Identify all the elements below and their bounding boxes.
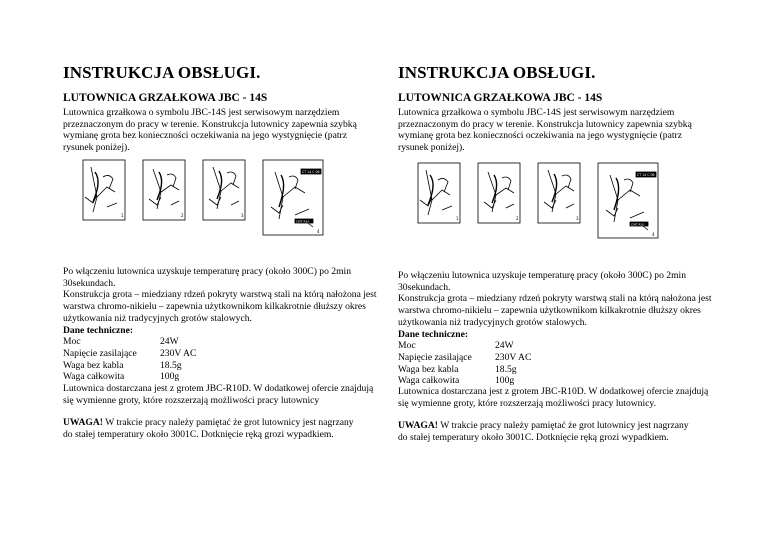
spec-name: Napięcie zasilające (63, 347, 137, 359)
figure-label-ct: CT 14 C 06 (302, 170, 320, 174)
description-line: użytkowania niż tradycyjnych grotów stalowych. (63, 312, 252, 324)
spec-row (63, 371, 363, 383)
spec-name: Moc (398, 340, 416, 352)
spec-row (63, 336, 363, 348)
specs-heading: Dane techniczne: (63, 324, 134, 336)
intro-line: Lutownica grzałkowa o symbolu JBC-14S jest serwisowym narzędziem (398, 107, 675, 118)
description-line: Konstrukcja grota – miedziany rdzeń pokryty warstwą stali na którą nałożona jest (63, 289, 377, 301)
footer-line: Lutownica dostarczana jest z grotem JBC-R10D. W dodatkowej ofercie znajdują (398, 386, 709, 397)
instruction-page-left (63, 0, 377, 543)
spec-value: 24W (495, 340, 514, 352)
spec-row (398, 340, 698, 352)
warning-line-2: do stałej temperatury około 3001C. Dotknięcie ręką grozi wypadkiem. (398, 431, 669, 443)
figure-label-2: 2 (516, 216, 519, 221)
instruction-page-right (398, 0, 712, 543)
description-line: Po włączeniu lutownica uzyskuje temperaturę pracy (około 300C) po 2min (63, 266, 351, 277)
figure-label-1: 1 (121, 213, 124, 218)
spec-name: Waga całkowita (63, 371, 125, 383)
description-line: Po włączeniu lutownica uzyskuje temperaturę pracy (około 300C) po 2min (398, 270, 686, 281)
spec-name: Waga całkowita (398, 375, 460, 387)
warning-text: W trakcie pracy należy pamiętać że grot lutownicy jest nagrzany (102, 417, 354, 428)
spec-value: 230V AC (495, 351, 532, 363)
spec-value: 100g (160, 371, 180, 383)
description-line: Konstrukcja grota – miedziany rdzeń pokryty warstwą stali na którą nałożona jest (398, 293, 712, 305)
warning-text: W trakcie pracy należy pamiętać że grot lutownicy jest nagrzany (437, 420, 689, 431)
spec-name: Napięcie zasilające (398, 351, 472, 363)
intro-paragraph (63, 107, 363, 153)
warning-line (63, 417, 363, 429)
figure-label-cmt: CMT R10 (296, 219, 310, 224)
spec-row (398, 352, 698, 364)
intro-line: rysunek poniżej). (63, 141, 130, 153)
spec-value: 18.5g (160, 359, 182, 371)
intro-line: wymianę grota bez konieczności oczekiwania na jego wystygnięcie (patrz (398, 130, 682, 142)
warning-label: UWAGA! (398, 420, 438, 431)
included-tip-paragraph (63, 383, 374, 406)
footer-line: się wymienne groty, które rozszerzają możliwości pracy lutownicy. (398, 397, 656, 409)
description-line: 30sekundach. (63, 277, 116, 289)
intro-paragraph (398, 107, 698, 153)
figure-label-2: 2 (181, 213, 184, 218)
product-subtitle: LUTOWNICA GRZAŁKOWA JBC - 14S (398, 92, 603, 104)
figure-label-1: 1 (456, 216, 459, 221)
figure-label-4: 4 (652, 232, 655, 237)
footer-line: Lutownica dostarczana jest z grotem JBC-R10D. W dodatkowej ofercie znajdują (63, 383, 374, 394)
footer-line: się wymienne groty, które rozszerzają możliwości pracy lutownicy (63, 394, 320, 406)
description-line: warstwa chromo-nikielu – zapewnia użytkownikom kilkakrotnie dłuższy okres (398, 305, 701, 317)
page-title: INSTRUKCJA OBSŁUGI. (63, 63, 261, 82)
spec-value: 18.5g (495, 363, 517, 375)
tip-change-illustration (398, 160, 688, 250)
description-paragraph (63, 266, 377, 383)
figure-label-4: 4 (317, 229, 320, 234)
spec-name: Waga bez kabla (63, 359, 124, 371)
spec-value: 100g (495, 375, 515, 387)
spec-row (63, 360, 363, 372)
intro-line: rysunek poniżej). (398, 141, 465, 153)
spec-name: Waga bez kabla (398, 363, 459, 375)
specs-heading: Dane techniczne: (398, 328, 469, 340)
warning-paragraph (398, 420, 698, 443)
figure-label-ct: CT 14 C 06 (637, 173, 655, 177)
spec-name: Moc (63, 336, 81, 348)
intro-line: przeznaczonym do pracy w terenie. Konstrukcja lutownicy zapewnia szybką (398, 118, 692, 130)
figure-label-3: 3 (576, 216, 579, 221)
intro-line: Lutownica grzałkowa o symbolu JBC-14S jest serwisowym narzędziem (63, 107, 340, 118)
spec-value: 24W (160, 336, 179, 348)
spec-value: 230V AC (160, 347, 197, 359)
figure-label-3: 3 (241, 213, 244, 218)
spec-row (398, 364, 698, 376)
warning-line-2: do stałej temperatury około 3001C. Dotknięcie ręką grozi wypadkiem. (63, 428, 334, 440)
page-title: INSTRUKCJA OBSŁUGI. (398, 63, 596, 82)
intro-line: przeznaczonym do pracy w terenie. Konstrukcja lutownicy zapewnia szybką (63, 118, 357, 130)
description-line: użytkowania niż tradycyjnych grotów stalowych. (398, 316, 587, 328)
description-paragraph (398, 270, 712, 387)
description-line: warstwa chromo-nikielu – zapewnia użytkownikom kilkakrotnie dłuższy okres (63, 301, 366, 313)
warning-line (398, 420, 698, 432)
tip-change-illustration (63, 157, 353, 247)
product-subtitle: LUTOWNICA GRZAŁKOWA JBC - 14S (63, 92, 268, 104)
included-tip-paragraph (398, 386, 709, 409)
warning-label: UWAGA! (63, 417, 103, 428)
description-line: 30sekundach. (398, 281, 451, 293)
figure-label-cmt: CMT R10 (631, 222, 645, 227)
intro-line: wymianę grota bez konieczności oczekiwania na jego wystygnięcie (patrz (63, 130, 347, 142)
warning-paragraph (63, 417, 363, 440)
spec-row (63, 348, 363, 360)
